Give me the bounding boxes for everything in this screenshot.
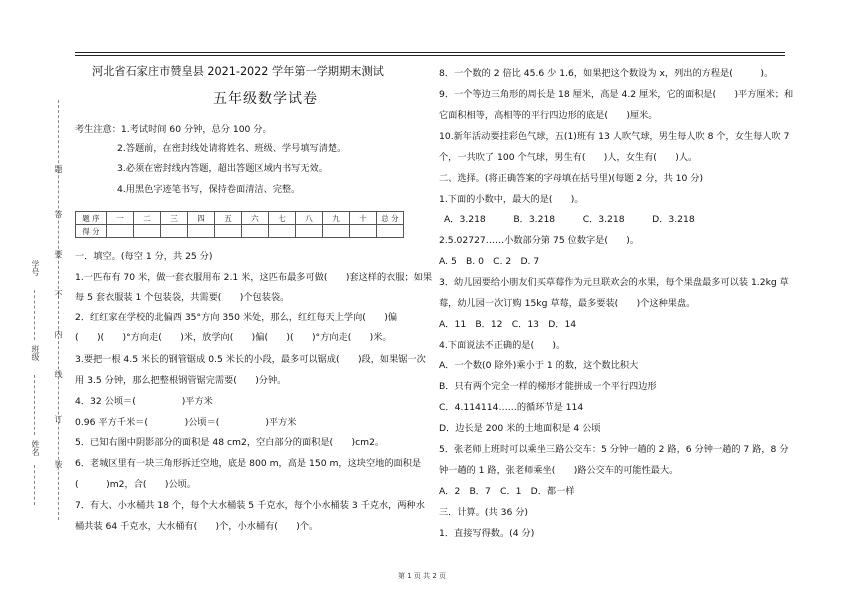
table-header-cell: 四 [188, 212, 215, 225]
option-line: A．3.218 B．3.218 C．3.218 D．3.218 [444, 214, 695, 225]
question-line: ( )m2，合( )公顷。 [75, 479, 197, 490]
question-line: 4.下面说法不正确的是( )。 [439, 340, 566, 351]
question-line: 8．一个数的 2 倍比 45.6 少 1.6，如果把这个数设为 x，列出的方程是( )。 [439, 68, 774, 79]
option-line: D．边长是 200 米的土地面积是 4 公顷 [439, 423, 601, 434]
question-line: 个，一共吹了 100 个气球，男生有( )人，女生有( )人。 [439, 152, 698, 163]
seal-line [58, 100, 59, 520]
score-cell[interactable] [215, 225, 242, 238]
binding-margin [22, 100, 62, 520]
option-line: B．只有两个完全一样的梯形才能拼成一个平行四边形 [439, 381, 657, 392]
question-line: 9．一个等边三角形的周长是 18 厘米，高是 4.2 厘米，它的面积是( )平方厘米；和 [439, 89, 794, 100]
score-cell[interactable] [134, 225, 161, 238]
option-line: C．4.114114……的循环节是 114 [439, 402, 584, 413]
score-cell[interactable] [269, 225, 296, 238]
question-line: 4．32 公顷＝( )平方米 [75, 396, 213, 407]
question-line: 桶共装 64 千克水，大水桶有( )个，小水桶有( )个。 [75, 521, 319, 532]
option-line: A．11 B．12 C．13 D．14 [439, 319, 577, 330]
seal-char: 订 [54, 415, 63, 423]
exam-title: 河北省石家庄市赞皇县 2021-2022 学年第一学期期末测试 [92, 65, 384, 78]
table-header-cell: 题 序 [76, 212, 107, 225]
seal-char: 不 [54, 290, 63, 298]
score-cell[interactable] [377, 225, 404, 238]
question-line: 1．直接写得数。(4 分) [439, 528, 535, 539]
note-line: 2.答题前，在密封线处请将姓名、班级、学号填写清楚。 [117, 143, 347, 154]
score-cell[interactable] [323, 225, 350, 238]
table-header-cell: 九 [323, 212, 350, 225]
question-line: 3.要把一根 4.5 米长的钢管锯成 0.5 米长的小段，最多可以锯成( )段，如果锯一次 [75, 354, 426, 365]
seal-char: 装 [54, 460, 63, 468]
question-line: ( )( )°方向走( )米，放学向( )偏( )( )°方向走( )米。 [75, 332, 392, 343]
option-line: A．一个数(0 除外)乘小于 1 的数，这个数比积大 [439, 360, 639, 371]
question-line: 2.5.02727……小数部分第 75 位数字是( )。 [439, 235, 640, 246]
table-header-cell: 二 [134, 212, 161, 225]
student-id-blank [34, 290, 35, 340]
seal-char: 要 [54, 250, 63, 258]
top-rule [75, 52, 785, 53]
name-blank [34, 465, 35, 505]
name-label: 姓名 [31, 440, 40, 456]
question-line: 1.下面的小数中，最大的是( )。 [439, 194, 584, 205]
exam-subtitle: 五年级数学试卷 [213, 91, 318, 107]
option-line: A. 5 B. 0 C. 2 D. 7 [439, 256, 540, 267]
question-line: 钟一趟的 1 路，张老师乘坐( )路公交车的可能性最大。 [439, 465, 679, 476]
page-footer: 第 1 页 共 2 页 [398, 572, 447, 580]
table-header-cell: 五 [215, 212, 242, 225]
note-line: 考生注意：1.考试时间 60 分钟，总分 100 分。 [75, 124, 272, 135]
score-cell[interactable] [242, 225, 269, 238]
note-line: 3.必须在密封线内答题，超出答题区域内书写无效。 [117, 163, 328, 174]
question-line: 一．填空。(每空 1 分，共 25 分) [75, 251, 213, 262]
table-header-cell: 七 [269, 212, 296, 225]
table-header-cell: 八 [296, 212, 323, 225]
table-header-cell: 三 [161, 212, 188, 225]
question-line: 每 5 套衣服装 1 个包装袋，共需要( )个包装袋。 [75, 292, 290, 303]
top-rule-2 [75, 55, 785, 56]
question-line: 3．幼儿园要给小朋友们买草莓作为元旦联欢会的水果，每个果盘最多可以装 1.2kg 草 [439, 277, 789, 288]
class-blank [34, 375, 35, 435]
student-id-label: 学号 [31, 260, 40, 276]
question-line: 7．有大、小水桶共 18 个，每个大水桶装 5 千克水，每个小水桶装 3 千克水，两种水 [75, 500, 425, 511]
class-label: 班级 [31, 345, 40, 361]
option-line: A．2 B．7 C．1 D．都一样 [439, 486, 575, 497]
table-header-cell: 一 [107, 212, 134, 225]
note-line: 4.用黑色字迹笔书写，保持卷面清洁、完整。 [117, 184, 301, 195]
question-line: 6．老城区里有一块三角形拆迁空地，底是 800 m，高是 150 m，这块空地的面积是 [75, 458, 422, 469]
table-header-cell: 六 [242, 212, 269, 225]
question-line: 它面积相等，高相等的平行四边形的底是( )厘米。 [439, 110, 658, 121]
question-line: 莓，幼儿园一次订购 15kg 草莓，最多要装( )个这种果盘。 [439, 298, 696, 309]
question-line: 用 3.5 分钟，那么把整根钢管锯完需要( )分钟。 [75, 375, 287, 386]
score-cell[interactable] [161, 225, 188, 238]
section-heading: 三．计算。(共 36 分) [439, 507, 529, 518]
question-line: 1.一匹布有 70 米，做一套衣服用布 2.1 米，这匹布最多可做( )套这样的衣服；如果 [75, 272, 433, 283]
score-cell[interactable] [296, 225, 323, 238]
seal-char: 题 [54, 165, 63, 173]
table-header-cell: 总 分 [377, 212, 404, 225]
seal-char: 内 [54, 330, 63, 338]
question-line: 5．张老师上班时可以乘坐三路公交车：5 分钟一趟的 2 路，6 分钟一趟的 7 路，8 分 [439, 444, 789, 455]
question-line: 2．红红家在学校的北偏西 35°方向 350 米处，那么，红红每天上学向( )偏 [75, 312, 398, 323]
score-cell[interactable] [350, 225, 377, 238]
score-table [75, 211, 404, 238]
table-header-cell: 十 [350, 212, 377, 225]
score-cell[interactable] [107, 225, 134, 238]
question-line: 0.96 平方千米＝( )公顷＝( )平方米 [75, 417, 297, 428]
section-heading: 二、选择。(将正确答案的字母填在括号里)(每题 2 分，共 10 分) [439, 173, 704, 184]
seal-char: 答 [54, 210, 63, 218]
question-line: 10.新年活动要挂彩色气球，五(1)班有 13 人吹气球，男生每人吹 8 个，女生每人吹 7 [439, 131, 790, 142]
question-line: 5．已知右图中阴影部分的面积是 48 cm2，空白部分的面积是( )cm2。 [75, 437, 385, 448]
score-row-label: 得 分 [76, 225, 107, 238]
score-cell[interactable] [188, 225, 215, 238]
seal-char: 线 [54, 370, 63, 378]
